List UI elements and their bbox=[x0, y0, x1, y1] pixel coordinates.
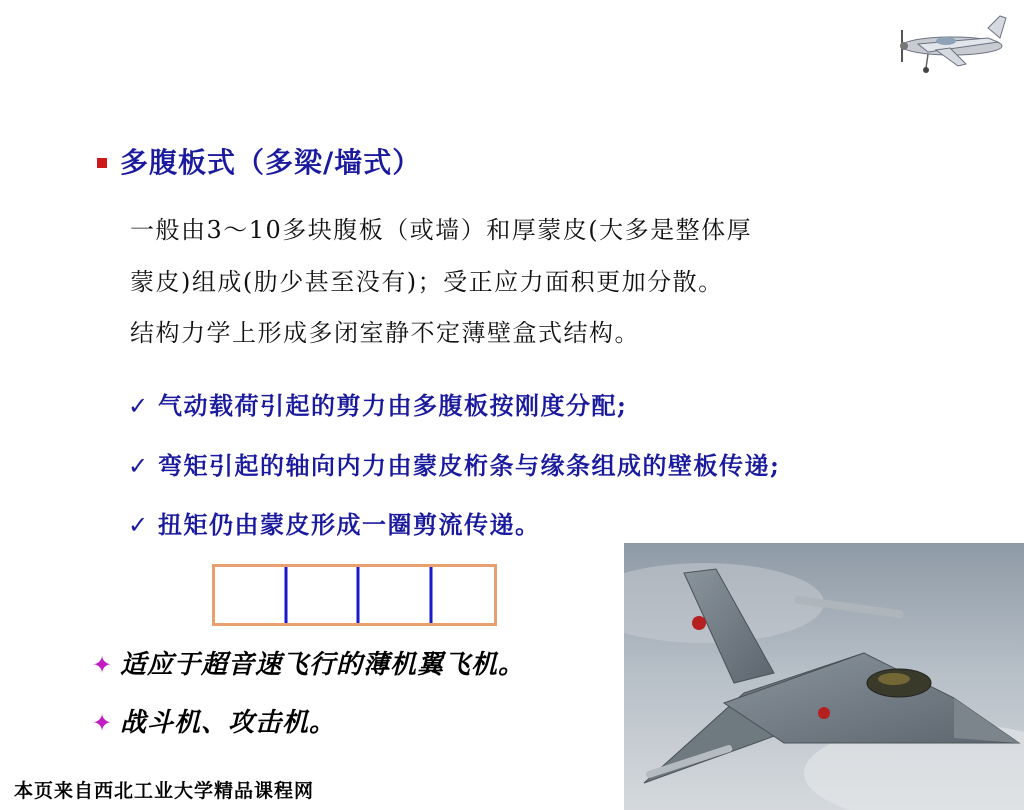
star-bullet-icon: ✦ bbox=[92, 709, 113, 737]
footer-source: 本页来自西北工业大学精品课程网 bbox=[14, 780, 315, 802]
multi-web-box-diagram bbox=[212, 564, 497, 626]
description-line: 一般由3～10多块腹板（或墙）和厚蒙皮(大多是整体厚 bbox=[130, 216, 753, 244]
section-heading: 多腹板式（多梁/墙式） bbox=[120, 146, 422, 179]
fighter-jet-photo bbox=[624, 543, 1024, 810]
checkmark-icon: ✓ bbox=[128, 392, 149, 420]
check-item bbox=[128, 505, 541, 539]
application-item bbox=[92, 644, 525, 681]
checkmark-icon: ✓ bbox=[128, 511, 149, 539]
checkmark-icon: ✓ bbox=[128, 452, 149, 480]
description-line: 结构力学上形成多闭室静不定薄壁盒式结构。 bbox=[130, 319, 640, 347]
square-bullet-icon bbox=[97, 158, 107, 168]
check-item bbox=[128, 446, 780, 480]
check-item bbox=[128, 386, 627, 420]
application-text: 战斗机、攻击机。 bbox=[120, 708, 337, 738]
description-line: 蒙皮)组成(肋少甚至没有)；受正应力面积更加分散。 bbox=[130, 268, 724, 296]
check-item-text: 扭矩仍由蒙皮形成一圈剪流传递。 bbox=[158, 510, 541, 539]
check-item-text: 弯矩引起的轴向内力由蒙皮桁条与缘条组成的壁板传递; bbox=[158, 451, 781, 480]
application-item bbox=[92, 702, 336, 739]
box-outline bbox=[214, 566, 496, 625]
star-bullet-icon: ✦ bbox=[92, 651, 113, 679]
check-item-text: 气动载荷引起的剪力由多腹板按刚度分配; bbox=[158, 391, 628, 420]
application-text: 适应于超音速飞行的薄机翼飞机。 bbox=[120, 650, 526, 680]
propeller-airplane-icon bbox=[888, 8, 1016, 80]
